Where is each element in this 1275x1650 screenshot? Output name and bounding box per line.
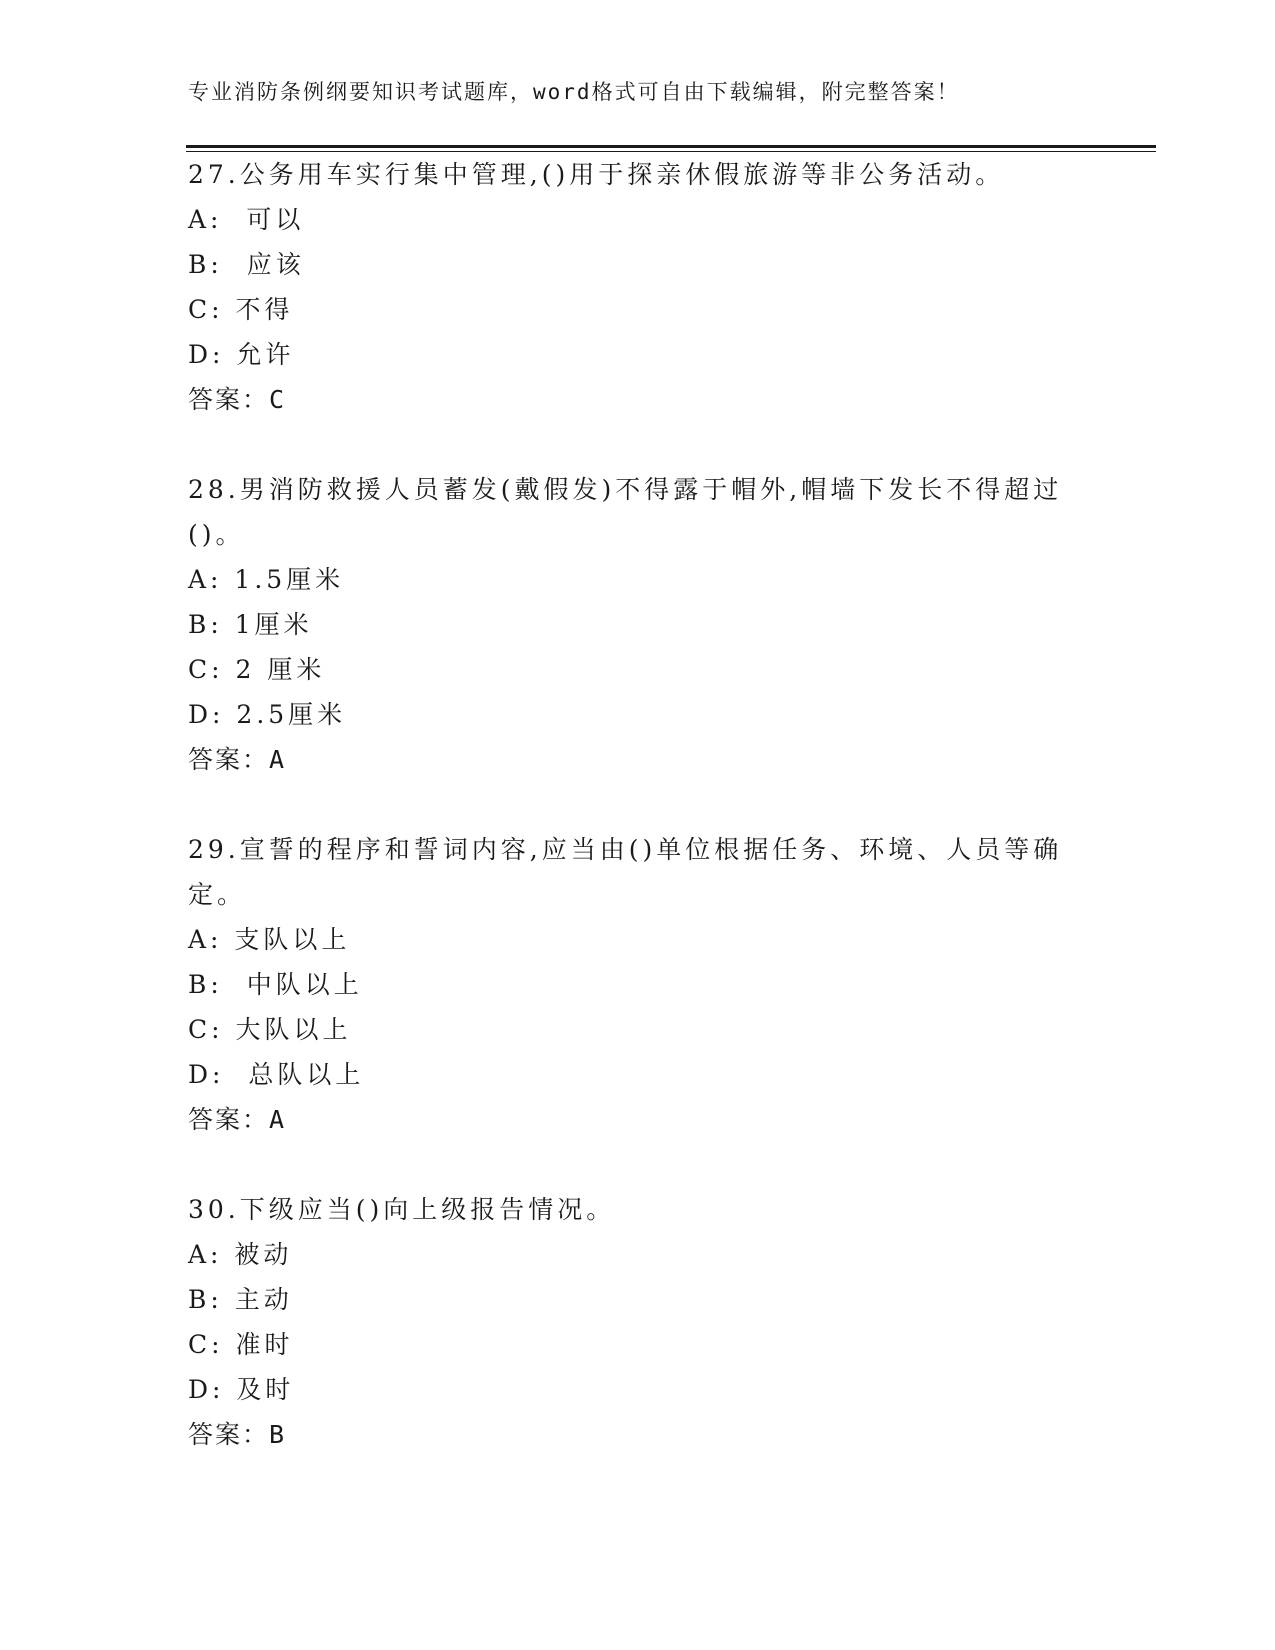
answer-value: A xyxy=(269,745,287,774)
option-c: C: 大队以上 xyxy=(188,1015,352,1044)
page-header: 专业消防条例纲要知识考试题库，word格式可自由下载编辑，附完整答案！ xyxy=(188,80,960,104)
answer-label: 答案： xyxy=(188,745,270,774)
option-b: B: 主动 xyxy=(188,1285,293,1314)
option-b: B: 1厘米 xyxy=(188,610,313,639)
answer-value: C xyxy=(269,385,287,414)
option-d: D: 允许 xyxy=(188,340,295,369)
option-c: C: 2 厘米 xyxy=(188,655,326,684)
option-a: A: 被动 xyxy=(188,1240,293,1269)
answer-value: B xyxy=(269,1420,287,1449)
answer-label: 答案： xyxy=(188,1105,270,1134)
option-a: A: 支队以上 xyxy=(188,925,351,954)
question-stem: 29.宣誓的程序和誓词内容,应当由()单位根据任务、环境、人员等确定。 xyxy=(188,835,1063,909)
option-d: D: 2.5厘米 xyxy=(188,700,347,729)
answer-line xyxy=(188,737,1068,782)
question-28 xyxy=(188,467,1068,782)
answer-line xyxy=(188,1097,1068,1142)
option-a: A: 1.5厘米 xyxy=(188,565,345,594)
option-d: D: 及时 xyxy=(188,1375,295,1404)
question-stem: 30.下级应当()向上级报告情况。 xyxy=(188,1195,616,1224)
question-stem: 28.男消防救援人员蓄发(戴假发)不得露于帽外,帽墙下发长不得超过()。 xyxy=(188,475,1063,549)
option-b: B: 中队以上 xyxy=(188,970,363,999)
answer-label: 答案： xyxy=(188,385,270,414)
answer-label: 答案： xyxy=(188,1420,270,1449)
answer-line xyxy=(188,1412,1068,1457)
answer-line xyxy=(188,377,1068,422)
option-a: A: 可以 xyxy=(188,205,305,234)
question-30 xyxy=(188,1187,1068,1457)
option-d: D: 总队以上 xyxy=(188,1060,365,1089)
option-c: C: 准时 xyxy=(188,1330,294,1359)
question-29 xyxy=(188,827,1068,1142)
question-27 xyxy=(188,152,1068,422)
option-c: C: 不得 xyxy=(188,295,294,324)
answer-value: A xyxy=(269,1105,287,1134)
option-b: B: 应该 xyxy=(188,250,305,279)
header-rule xyxy=(186,145,1156,148)
question-stem: 27.公务用车实行集中管理,()用于探亲休假旅游等非公务活动。 xyxy=(188,160,1005,189)
